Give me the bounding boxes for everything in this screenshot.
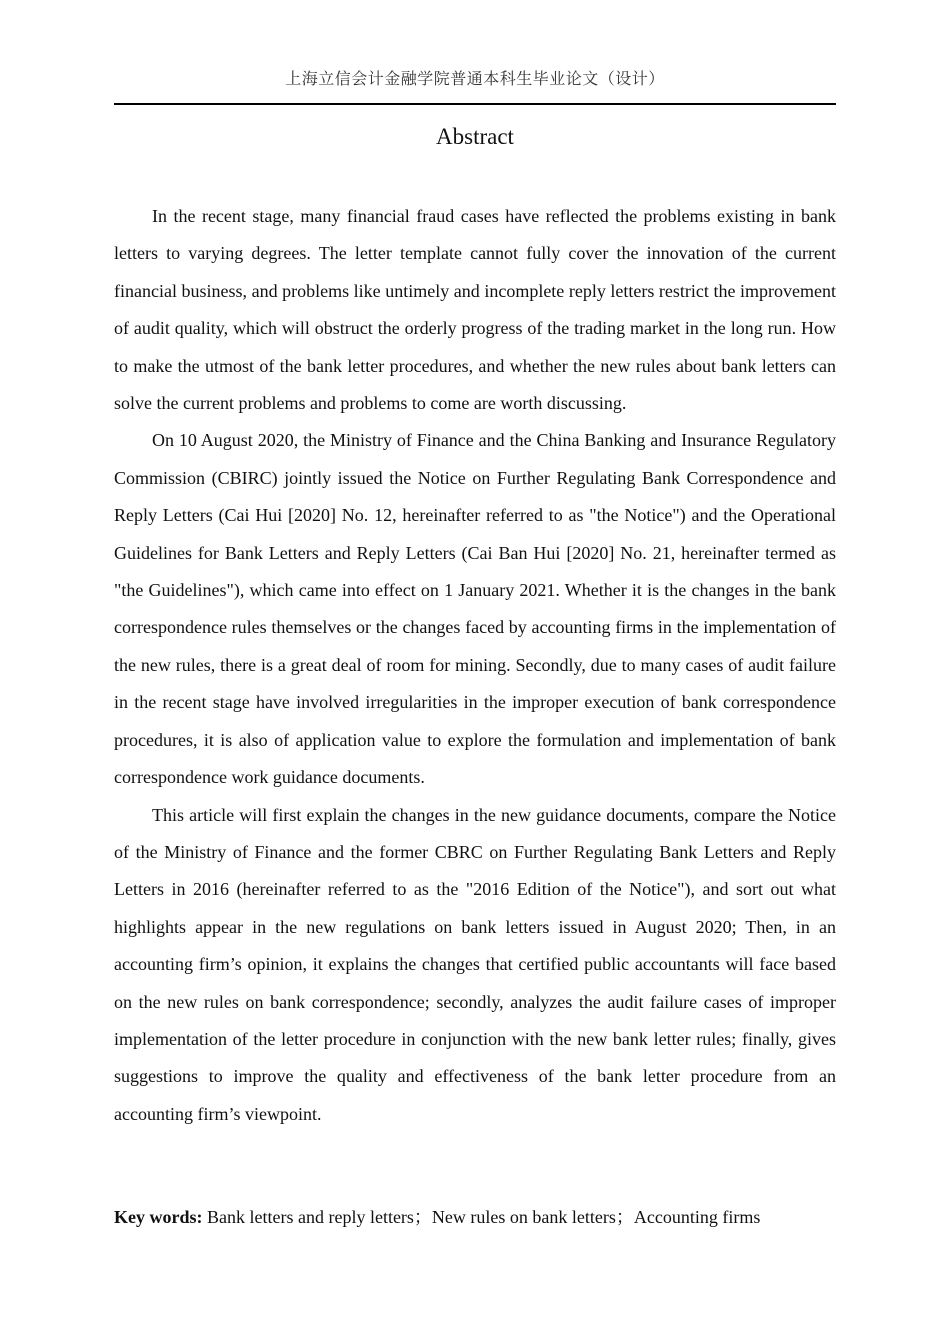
keywords-label: Key words: bbox=[114, 1207, 203, 1227]
keywords-text: Bank letters and reply letters；New rules on bank letters；Accounting firms bbox=[202, 1207, 761, 1227]
header-rule bbox=[114, 103, 836, 105]
abstract-title: Abstract bbox=[436, 124, 514, 149]
keywords-line bbox=[114, 1202, 836, 1232]
abstract-paragraph-1: In the recent stage, many financial fraud cases have reflected the problems existing in bank letters to varying degrees. The letter template cannot fully cover the innovation of the current financial business, and problems like untimely and incomplete reply letters restrict the improvement of audit quality, which will obstruct the orderly progress of the trading market in the long run. How to make the utmost of the bank letter procedures, and whether the new rules about bank letters can solve the current problems and problems to come are worth discussing. bbox=[114, 206, 836, 414]
abstract-paragraph-2: On 10 August 2020, the Ministry of Finance and the China Banking and Insurance Regulatory Commission (CBIRC) jointly issued the Notice on Further Regulating Bank Correspondence and Reply Letters (Cai Hui [2020] No. 12, hereinafter referred to as "the Notice") and the Operational Guidelines for Bank Letters and Reply Letters (Cai Ban Hui [2020] No. 21, hereinafter termed as "the Guidelines"), which came into effect on 1 January 2021. Whether it is the changes in the bank correspondence rules themselves or the changes faced by accounting firms in the implementation of the new rules, there is a great deal of room for mining. Secondly, due to many cases of audit failure in the recent stage have involved irregularities in the improper execution of bank correspondence procedures, it is also of application value to explore the formulation and implementation of bank correspondence work guidance documents. bbox=[114, 430, 836, 788]
abstract-paragraph-3: This article will first explain the changes in the new guidance documents, compare the Notice of the Ministry of Finance and the former CBRC on Further Regulating Bank Letters and Reply Letters in 2016 (hereinafter referred to as the "2016 Edition of the Notice"), and sort out what highlights appear in the new regulations on bank letters issued in August 2020; Then, in an accounting firm’s opinion, it explains the changes that certified public accountants will face based on the new rules on bank correspondence; secondly, analyzes the audit failure cases of improper implementation of the letter procedure in conjunction with the new bank letter rules; finally, gives suggestions to improve the quality and effectiveness of the bank letter procedure from an accounting firm’s viewpoint. bbox=[114, 804, 836, 1124]
abstract-body bbox=[114, 198, 836, 1133]
page-header: 上海立信会计金融学院普通本科生毕业论文（设计） bbox=[285, 69, 665, 88]
